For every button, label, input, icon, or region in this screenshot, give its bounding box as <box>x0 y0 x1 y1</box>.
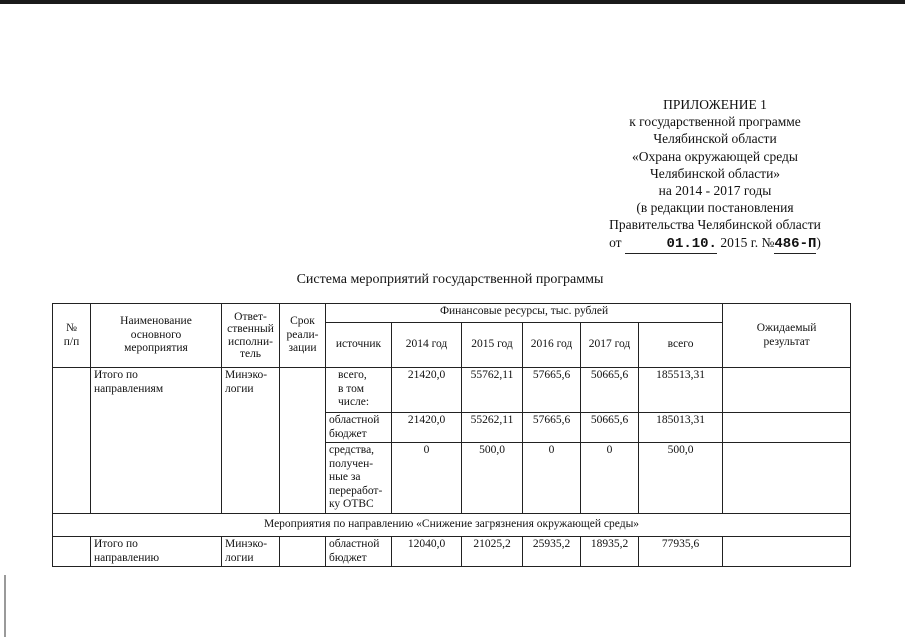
scan-edge-mark-lower <box>4 575 6 637</box>
cell-num <box>53 537 91 567</box>
cell-source: областной бюджет <box>326 413 392 443</box>
section-title: Мероприятия по направлению «Снижение загрязнения окружающей среды» <box>53 514 851 537</box>
cell-name: Итого по направлению <box>91 537 222 567</box>
appendix-line-1: ПРИЛОЖЕНИЕ 1 <box>663 97 767 112</box>
cell-2016: 57665,6 <box>523 368 581 413</box>
cell-total: 185013,31 <box>639 413 723 443</box>
header-source: источник <box>326 323 392 368</box>
cell-2017: 50665,6 <box>581 413 639 443</box>
appendix-block <box>580 96 850 254</box>
date-close: ) <box>816 234 821 250</box>
handwritten-number: 486-П <box>774 235 817 252</box>
cell-2016: 57665,6 <box>523 413 581 443</box>
appendix-line-6: на 2014 - 2017 годы <box>658 183 772 199</box>
appendix-line-2: к государственной программе <box>629 114 801 130</box>
document-title: Система мероприятий государственной программы <box>296 272 604 287</box>
header-term: Срок реали- зации <box>280 304 326 368</box>
number-field <box>774 234 816 254</box>
cell-2016: 0 <box>523 443 581 514</box>
header-row-1 <box>53 304 851 323</box>
cell-2015: 500,0 <box>462 443 523 514</box>
header-responsible: Ответ- ственный исполни- тель <box>222 304 280 368</box>
cell-2015: 55762,11 <box>462 368 523 413</box>
cell-2014: 0 <box>392 443 462 514</box>
date-field <box>625 234 717 254</box>
cell-num <box>53 368 91 514</box>
cell-responsible: Минэко- логии <box>222 537 280 567</box>
cell-term <box>280 368 326 514</box>
cell-2017: 18935,2 <box>581 537 639 567</box>
header-2016: 2016 год <box>523 323 581 368</box>
appendix-date-line <box>580 234 850 254</box>
appendix-line-3: Челябинской области <box>653 131 777 147</box>
cell-name: Итого по направлениям <box>91 368 222 514</box>
cell-term <box>280 537 326 567</box>
header-2017: 2017 год <box>581 323 639 368</box>
cell-2014: 21420,0 <box>392 413 462 443</box>
cell-2017: 0 <box>581 443 639 514</box>
section-row <box>53 514 851 537</box>
cell-2015: 21025,2 <box>462 537 523 567</box>
cell-source: всего, в том числе: <box>326 368 392 413</box>
handwritten-date: 01.10. <box>666 235 717 252</box>
header-num: № п/п <box>53 304 91 368</box>
header-result: Ожидаемый результат <box>723 304 851 368</box>
appendix-line-4: «Охрана окружающей среды <box>632 148 798 164</box>
header-name: Наименование основного мероприятия <box>91 304 222 368</box>
cell-2016: 25935,2 <box>523 537 581 567</box>
date-year: 2015 г. № <box>720 234 775 250</box>
header-total: всего <box>639 323 723 368</box>
cell-2015: 55262,11 <box>462 413 523 443</box>
header-2014: 2014 год <box>392 323 462 368</box>
top-border-line <box>0 0 905 4</box>
header-2015: 2015 год <box>462 323 523 368</box>
table-row <box>53 368 851 413</box>
cell-responsible: Минэко- логии <box>222 368 280 514</box>
date-prefix: от <box>609 234 622 250</box>
cell-result <box>723 368 851 413</box>
page-bottom-margin <box>0 572 905 640</box>
cell-2014: 12040,0 <box>392 537 462 567</box>
header-finance: Финансовые ресурсы, тыс. рублей <box>326 304 723 323</box>
table-row <box>53 537 851 567</box>
cell-total: 500,0 <box>639 443 723 514</box>
cell-source: средства, получен- ные за переработ- ку ОТВС <box>326 443 392 514</box>
cell-2014: 21420,0 <box>392 368 462 413</box>
appendix-line-7: (в редакции постановления <box>636 200 794 216</box>
appendix-line-5: Челябинской области» <box>649 165 781 181</box>
cell-2017: 50665,6 <box>581 368 639 413</box>
cell-result <box>723 537 851 567</box>
cell-total: 185513,31 <box>639 368 723 413</box>
cell-source: областной бюджет <box>326 537 392 567</box>
cell-result <box>723 413 851 443</box>
measures-table <box>52 303 851 567</box>
cell-total: 77935,6 <box>639 537 723 567</box>
cell-result <box>723 443 851 514</box>
appendix-line-8: Правительства Челябинской области <box>609 217 821 233</box>
